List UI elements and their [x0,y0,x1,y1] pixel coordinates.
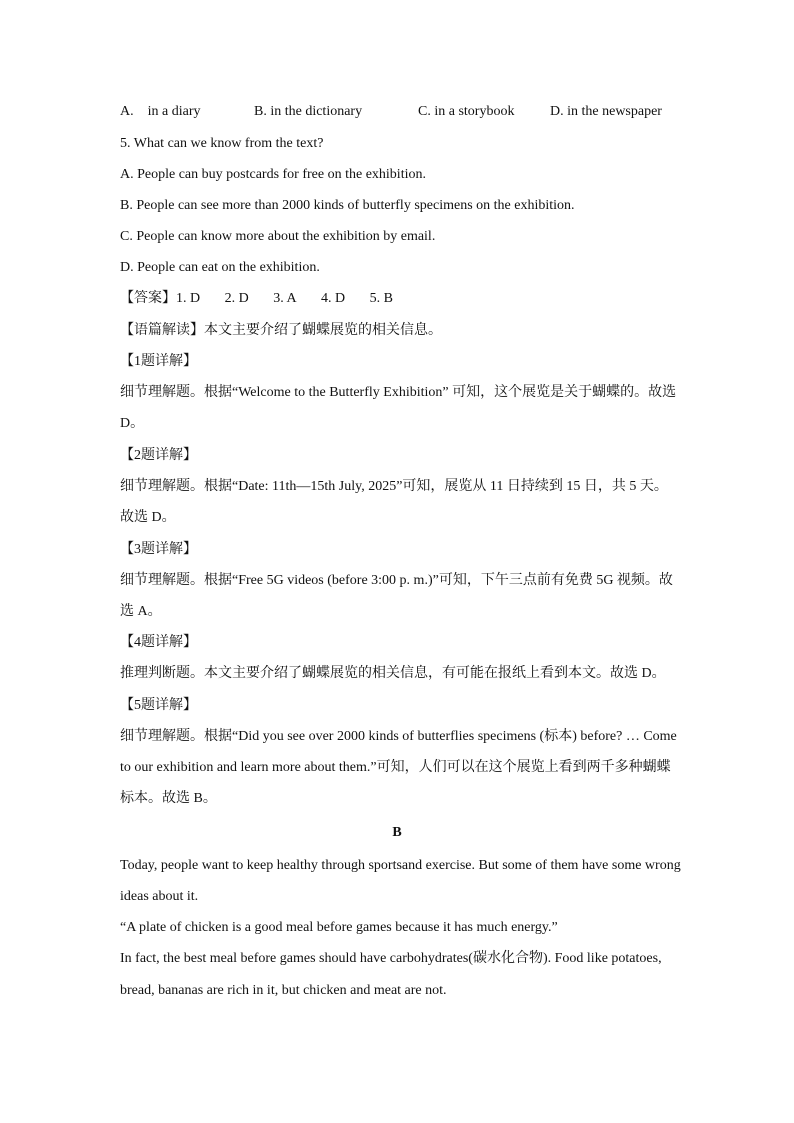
explanation-3-line: 细节理解题。根据“Free 5G videos (before 3:00 p. m.)”可知，下午三点前有免费 5G 视频。故 [120,573,673,588]
explanation-2-line: 故选 D。 [120,510,176,525]
explanation-3-line: 选 A。 [120,604,162,619]
explanation-1-line: D。 [120,416,145,431]
q5-option-d: D. People can eat on the exhibition. [120,260,320,275]
explanation-5-line: to our exhibition and learn more about them.”可知，人们可以在这个展览上看到两千多种蝴蝶 [120,760,671,775]
explanation-2-heading: 【2题详解】 [120,448,197,463]
q4-option-c: C. in a storybook [418,104,515,119]
q4-options [0,104,794,122]
explanation-1-line: 细节理解题。根据“Welcome to the Butterfly Exhibition” 可知，这个展览是关于蝴蝶的。故选 [120,385,677,400]
q5-option-b: B. People can see more than 2000 kinds of butterfly specimens on the exhibition. [120,198,575,213]
explanation-5-heading: 【5题详解】 [120,698,197,713]
q5-option-a: A. People can buy postcards for free on the exhibition. [120,167,426,182]
q4-option-b: B. in the dictionary [254,104,363,119]
q4-option-d: D. in the newspaper [550,104,662,119]
explanation-5-line: 细节理解题。根据“Did you see over 2000 kinds of butterflies specimens (标本) before? … Come [120,729,677,744]
explanation-4-heading: 【4题详解】 [120,635,197,650]
section-b-label: B [392,825,402,840]
q5-stem: 5. What can we know from the text? [120,136,324,151]
explanation-5-line: 标本。故选 B。 [120,791,217,806]
section-b-paragraph-line: bread, bananas are rich in it, but chicken and meat are not. [120,983,447,998]
explanation-4-line: 推理判断题。本文主要介绍了蝴蝶展览的相关信息，有可能在报纸上看到本文。故选 D。 [120,666,666,681]
explanation-2-line: 细节理解题。根据“Date: 11th—15th July, 2025”可知，展览从 11 日持续到 15 日，共 5 天。 [120,479,668,494]
section-b-paragraph-line: Today, people want to keep healthy through sportsand exercise. But some of them have some wrong [120,858,681,873]
explanation-3-heading: 【3题详解】 [120,542,197,557]
q4-option-a: A. in a diary [120,104,201,119]
explanation-1-heading: 【1题详解】 [120,354,197,369]
q5-option-c: C. People can know more about the exhibition by email. [120,229,436,244]
section-b-paragraph-line: In fact, the best meal before games should have carbohydrates(碳水化合物). Food like potatoes, [120,951,662,966]
section-b-paragraph-line: ideas about it. [120,889,199,904]
section-b-paragraph-line: “A plate of chicken is a good meal before games because it has much energy.” [120,920,558,935]
passage-overview: 【语篇解读】本文主要介绍了蝴蝶展览的相关信息。 [120,323,442,338]
answer-key: 【答案】1. D 2. D 3. A 4. D 5. B [120,291,394,306]
